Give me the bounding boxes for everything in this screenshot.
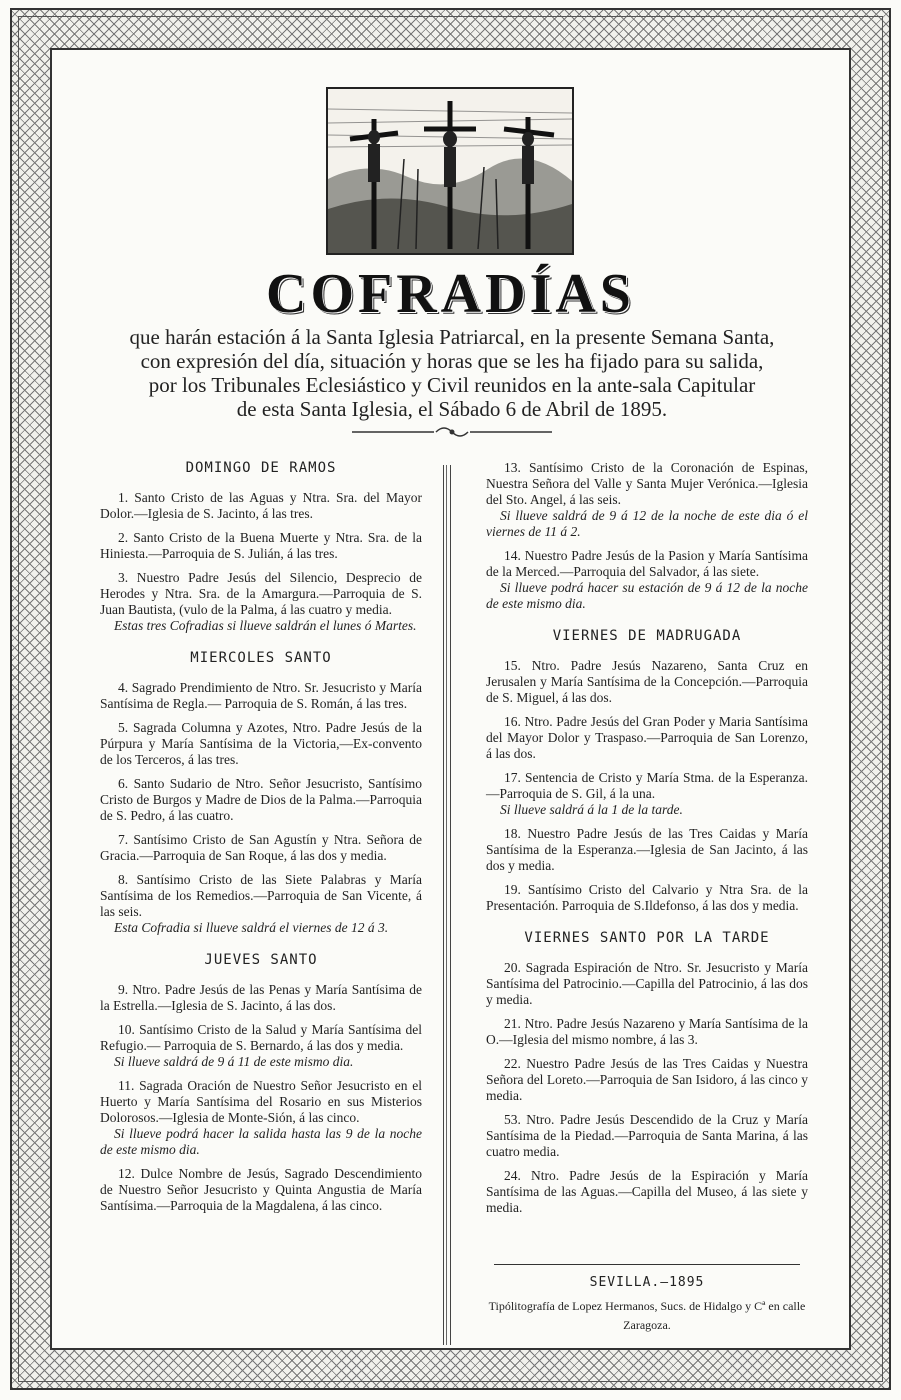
- list-item: [100, 720, 422, 768]
- list-item: [100, 1078, 422, 1158]
- left-column: [100, 460, 422, 1222]
- rain-note: Si llueve podrá hacer la salida hasta las 9 de la noche de este mismo dia.: [100, 1126, 422, 1157]
- item-text: 4. Sagrado Prendimiento de Ntro. Sr. Jesucristo y María Santísima de Regla.— Parroquia de S. Román, á las tres.: [100, 680, 422, 711]
- list-item: [486, 460, 808, 540]
- crucifixion-image: [328, 89, 572, 253]
- subtitle-line: de esta Santa Iglesia, el Sábado 6 de Abril de 1895.: [236, 397, 668, 421]
- list-item: [100, 570, 422, 634]
- subtitle-line: que harán estación á la Santa Iglesia Patriarcal, en la presente Semana Santa,: [129, 325, 775, 349]
- section-heading: JUEVES SANTO: [204, 952, 318, 968]
- poster-title: COFRADÍAS: [266, 263, 635, 325]
- list-item: [100, 1166, 422, 1214]
- item-text: 18. Nuestro Padre Jesús de las Tres Caidas y María Santísima de la Esperanza.—Iglesia de San Jacinto, á las dos y media.: [486, 826, 808, 873]
- item-text: 12. Dulce Nombre de Jesús, Sagrado Descendimiento de Nuestro Señor Jesucristo y Quinta Angustia de María Santísima.—Parroquia de la Magdalena, á las cinco.: [100, 1166, 422, 1213]
- list-item: [100, 680, 422, 712]
- item-text: 22. Nuestro Padre Jesús de las Tres Caidas y Nuestra Señora del Loreto.—Parroquia de San Isidoro, á las cinco y media.: [486, 1056, 808, 1103]
- item-text: 3. Nuestro Padre Jesús del Silencio, Desprecio de Herodes y Ntra. Sra. de la Amargura.—Parroquia de S. Juan Bautista, (vulo de la Palma, á las cuatro y media.: [100, 570, 422, 617]
- crucifixion-woodcut: [326, 87, 574, 255]
- item-text: 16. Ntro. Padre Jesús del Gran Poder y Maria Santísima del Mayor Dolor y Traspaso.—Parroquia de San Lorenzo, á las dos.: [486, 714, 808, 761]
- item-text: 11. Sagrada Oración de Nuestro Señor Jesucristo en el Huerto y María Santísima del Rosario en sus Misterios Dolorosos.—Iglesia de Monte-Sión, á las cinco.: [100, 1078, 422, 1125]
- rain-note: Si llueve saldrá de 9 á 11 de este mismo dia.: [114, 1054, 354, 1069]
- subtitle-line: con expresión del día, situación y horas que se les ha fijado para su salida,: [140, 349, 764, 373]
- rain-note: Estas tres Cofradias si llueve saldrán el lunes ó Martes.: [114, 618, 417, 633]
- item-text: 9. Ntro. Padre Jesús de las Penas y María Santísima de la Estrella.—Iglesia de S. Jacinto, á las dos.: [100, 982, 422, 1013]
- item-text: 7. Santísimo Cristo de San Agustín y Ntra. Señora de Gracia.—Parroquia de San Roque, á las dos y media.: [100, 832, 422, 863]
- list-item: [486, 882, 808, 914]
- subtitle-line: por los Tribunales Eclesiástico y Civil reunidos en la ante-sala Capitular: [148, 373, 756, 397]
- list-item: [486, 1016, 808, 1048]
- list-item: [486, 1056, 808, 1104]
- list-item: [486, 770, 808, 818]
- poster-subtitle: [82, 325, 822, 421]
- section-heading: MIERCOLES SANTO: [190, 650, 332, 666]
- item-text: 14. Nuestro Padre Jesús de la Pasion y María Santísima de la Merced.—Parroquia del Salvador, á las siete.: [486, 548, 808, 579]
- item-text: 1. Santo Cristo de las Aguas y Ntra. Sra. del Mayor Dolor.—Iglesia de S. Jacinto, á las tres.: [100, 490, 422, 521]
- footer-rule: [494, 1264, 800, 1265]
- section-heading: VIERNES SANTO POR LA TARDE: [524, 930, 770, 946]
- list-item: [486, 548, 808, 612]
- list-item: [486, 714, 808, 762]
- rain-note: Si llueve saldrá de 9 á 12 de la noche de este dia ó el viernes de 11 á 2.: [486, 508, 808, 539]
- list-item: [100, 872, 422, 936]
- item-text: 2. Santo Cristo de la Buena Muerte y Ntra. Sra. de la Hiniesta.—Parroquia de S. Julián, á las tres.: [100, 530, 422, 561]
- list-item: [100, 490, 422, 522]
- rain-note: Si llueve podrá hacer su estación de 9 á 12 de la noche de este mismo dia.: [486, 580, 808, 611]
- right-column: [486, 460, 808, 1335]
- rain-note: Esta Cofradia si llueve saldrá el viernes de 12 á 3.: [114, 920, 389, 935]
- item-text: 19. Santísimo Cristo del Calvario y Ntra Sra. de la Presentación. Parroquia de S.Ildefonso, á las dos y media.: [486, 882, 808, 913]
- item-text: 17. Sentencia de Cristo y María Stma. de la Esperanza.—Parroquia de S. Gil, á la una.: [486, 770, 808, 801]
- printer-credit: Tipólitografía de Lopez Hermanos, Sucs. de Hidalgo y Cª en calle Zaragoza.: [488, 1299, 806, 1332]
- imprint: SEVILLA.—1895: [589, 1275, 705, 1290]
- section-heading: DOMINGO DE RAMOS: [185, 460, 337, 476]
- list-item: [486, 658, 808, 706]
- item-text: 10. Santísimo Cristo de la Salud y María Santísima del Refugio.— Parroquia de S. Bernardo, á las dos y media.: [100, 1022, 422, 1053]
- ornament-divider: [352, 422, 552, 442]
- poster-body: [50, 48, 851, 1350]
- list-item: [486, 960, 808, 1008]
- column-divider: [443, 465, 451, 1345]
- item-text: 20. Sagrada Espiración de Ntro. Sr. Jesucristo y María Santísima del Patrocinio.—Capilla del Patrocinio, á las dos y media.: [486, 960, 808, 1007]
- list-item: [100, 530, 422, 562]
- item-text: 13. Santísimo Cristo de la Coronación de Espinas, Nuestra Señora del Valle y Santa Mujer Verónica.—Iglesia del Sto. Angel, á las seis.: [486, 460, 808, 507]
- item-text: 21. Ntro. Padre Jesús Nazareno y María Santísima de la O.—Iglesia del mismo nombre, á las 3.: [486, 1016, 808, 1047]
- list-item: [100, 982, 422, 1014]
- list-item: [100, 776, 422, 824]
- item-text: 15. Ntro. Padre Jesús Nazareno, Santa Cruz en Jerusalen y María Santísima de la Concepción.—Parroquia de S. Miguel, á las dos.: [486, 658, 808, 705]
- list-item: [486, 1112, 808, 1160]
- item-text: 5. Sagrada Columna y Azotes, Ntro. Padre Jesús de la Púrpura y María Santísima de la Victoria,—Ex-convento de los Terceros, á las tres.: [100, 720, 422, 767]
- ornamental-border: [10, 8, 891, 1390]
- item-text: 8. Santísimo Cristo de las Siete Palabras y María Santísima de los Remedios.—Parroquia de San Vicente, á las seis.: [100, 872, 422, 919]
- item-text: 53. Ntro. Padre Jesús Descendido de la Cruz y María Santísima de la Piedad.—Parroquia de Santa Marina, á las cuatro media.: [486, 1112, 808, 1159]
- list-item: [486, 1168, 808, 1216]
- list-item: [100, 832, 422, 864]
- item-text: 6. Santo Sudario de Ntro. Señor Jesucristo, Santísimo Cristo de Burgos y Madre de Dios de la Palma.—Parroquia de S. Pedro, á las cuatro.: [100, 776, 422, 823]
- section-heading: VIERNES DE MADRUGADA: [552, 628, 742, 644]
- list-item: [100, 1022, 422, 1070]
- list-item: [486, 826, 808, 874]
- item-text: 24. Ntro. Padre Jesús de la Espiración y María Santísima de las Aguas.—Capilla del Museo, á las siete y media.: [486, 1168, 808, 1215]
- rain-note: Si llueve saldrá á la 1 de la tarde.: [500, 802, 683, 817]
